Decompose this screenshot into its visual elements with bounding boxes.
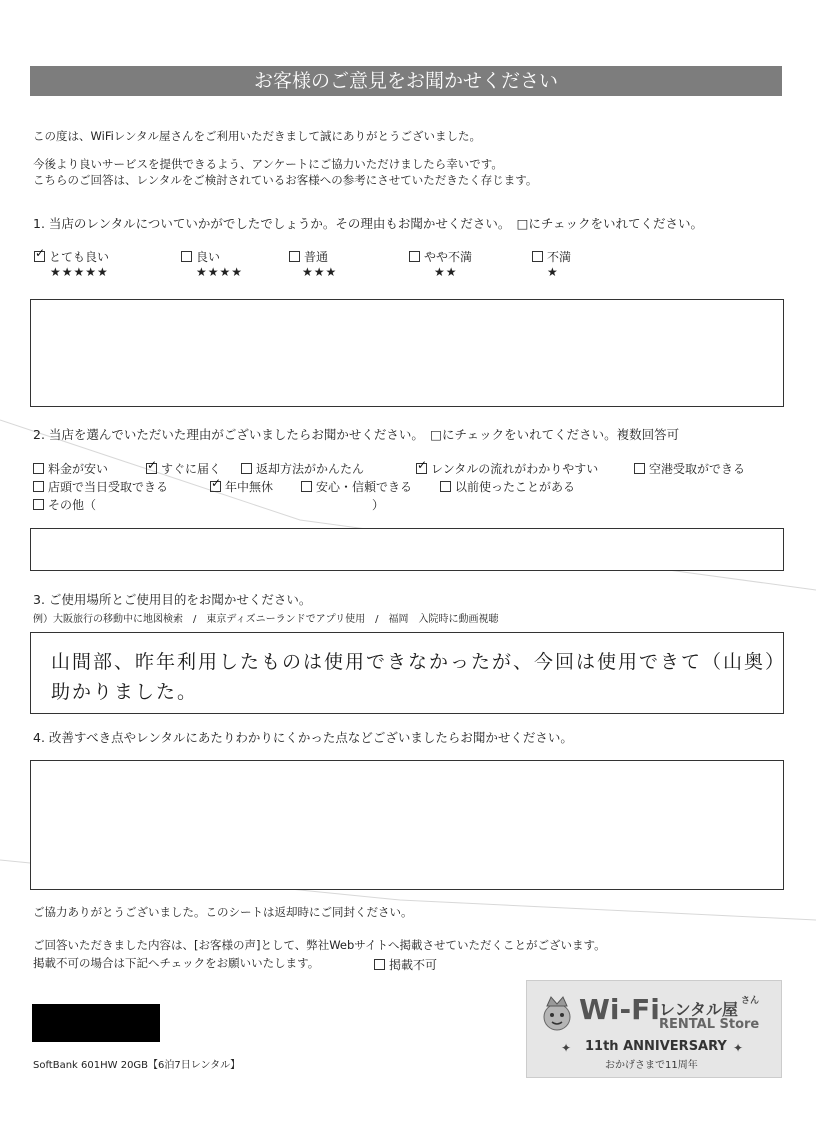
q1-option-very-good[interactable] bbox=[34, 248, 109, 265]
handwritten-answer-line-2: 助かりました。 bbox=[51, 681, 199, 703]
no-publish-option[interactable] bbox=[374, 956, 437, 973]
q2-option-airport-pickup[interactable] bbox=[634, 460, 745, 477]
q2-option-other[interactable] bbox=[33, 496, 384, 513]
anniversary-label: 11th ANNIVERSARY bbox=[585, 1039, 727, 1054]
checkbox-checked-icon[interactable] bbox=[210, 481, 221, 492]
q2-option-label: すぐに届く bbox=[161, 462, 222, 476]
intro-line-3: こちらのご回答は、レンタルをご検討されているお客様への参考にさせていただきたく存じます。 bbox=[33, 173, 538, 187]
q1-option-label: 普通 bbox=[304, 250, 329, 264]
sparkle-icon: ✦ bbox=[561, 1041, 572, 1055]
rating-stars: ★★★★ bbox=[196, 265, 244, 279]
q2-option-easy-return[interactable] bbox=[241, 460, 364, 477]
q1-option-label: 不満 bbox=[547, 250, 572, 264]
question-2: 2. 当店を選んでいただいた理由がございましたらお聞かせください。 □にチェックをいれてください。複数回答可 bbox=[33, 427, 680, 442]
q2-option-used-before[interactable] bbox=[440, 478, 575, 495]
rating-stars: ★★★★★ bbox=[50, 265, 109, 279]
q1-option-label: 良い bbox=[196, 250, 221, 264]
q1-option-good[interactable] bbox=[181, 248, 220, 265]
q2-option-clear-flow[interactable] bbox=[416, 460, 598, 477]
logo-name: レンタル屋 bbox=[659, 1000, 738, 1019]
q2-option-label: レンタルの流れがわかりやすい bbox=[431, 462, 599, 476]
q2-option-label: 安心・信頼できる bbox=[316, 480, 413, 494]
checkbox-icon[interactable] bbox=[33, 481, 44, 492]
redacted-block bbox=[32, 1004, 160, 1042]
checkbox-icon[interactable] bbox=[532, 251, 543, 262]
q1-option-label: とても良い bbox=[49, 250, 110, 264]
q4-answer-box[interactable] bbox=[30, 760, 784, 890]
publish-notice: ご回答いただきました内容は、[お客様の声]として、弊社Webサイトへ掲載させていただくことがございます。 bbox=[33, 938, 606, 952]
q2-option-label: 空港受取ができる bbox=[649, 462, 746, 476]
rating-stars: ★ bbox=[547, 265, 559, 279]
intro-line-1: この度は、WiFiレンタル屋さんをご利用いただきまして誠にありがとうございました。 bbox=[33, 129, 482, 143]
mascot-icon bbox=[537, 993, 577, 1033]
q1-option-somewhat-dissatisfied[interactable] bbox=[409, 248, 472, 265]
company-logo bbox=[526, 980, 782, 1078]
q2-option-label: 以前使ったことがある bbox=[455, 480, 576, 494]
checkbox-icon[interactable] bbox=[440, 481, 451, 492]
logo-wifi: Wi-Fi bbox=[579, 993, 660, 1026]
q2-option-fast-delivery[interactable] bbox=[146, 460, 221, 477]
checkbox-icon[interactable] bbox=[634, 463, 645, 474]
checkbox-icon[interactable] bbox=[181, 251, 192, 262]
q1-option-dissatisfied[interactable] bbox=[532, 248, 571, 265]
q2-option-cheap[interactable] bbox=[33, 460, 108, 477]
checkbox-icon[interactable] bbox=[374, 959, 385, 970]
checkbox-icon[interactable] bbox=[301, 481, 312, 492]
logo-san: さん bbox=[741, 996, 760, 1006]
rating-stars: ★★ bbox=[434, 265, 458, 279]
q2-option-open-all-year[interactable] bbox=[210, 478, 273, 495]
checkbox-icon[interactable] bbox=[33, 499, 44, 510]
intro-line-2: 今後より良いサービスを提供できるよう、アンケートにご協力いただけましたら幸いです。 bbox=[33, 157, 503, 171]
publish-optout-notice: 掲載不可の場合は下記へチェックをお願いいたします。 bbox=[33, 956, 320, 970]
checkbox-checked-icon[interactable] bbox=[416, 463, 427, 474]
q2-option-label: 年中無休 bbox=[225, 480, 274, 494]
q2-other-box[interactable] bbox=[30, 528, 784, 571]
question-1: 1. 当店のレンタルについていかがでしたでしょうか。その理由もお聞かせください。 □にチェックをいれてください。 bbox=[33, 216, 704, 231]
checkbox-checked-icon[interactable] bbox=[34, 251, 45, 262]
checkbox-icon[interactable] bbox=[409, 251, 420, 262]
q3-example: 例）大阪旅行の移動中に地図検索 / 東京ディズニーランドでアプリ使用 / 福岡 入院時に動画視聴 bbox=[33, 614, 499, 625]
sparkle-icon: ✦ bbox=[733, 1041, 744, 1055]
q2-option-label: その他（ ） bbox=[48, 498, 385, 512]
question-4: 4. 改善すべき点やレンタルにあたりわかりにくかった点などございましたらお聞かせください。 bbox=[33, 730, 573, 745]
device-info: SoftBank 601HW 20GB【6泊7日レンタル】 bbox=[33, 1060, 241, 1071]
q1-option-label: やや不満 bbox=[424, 250, 473, 264]
q3-answer-box[interactable] bbox=[30, 632, 787, 714]
page-title: お客様のご意見をお聞かせください bbox=[30, 66, 782, 96]
anniversary-jp-label: おかげさまで11周年 bbox=[605, 1060, 698, 1071]
q1-option-normal[interactable] bbox=[289, 248, 328, 265]
q2-option-trustworthy[interactable] bbox=[301, 478, 412, 495]
checkbox-icon[interactable] bbox=[241, 463, 252, 474]
q2-option-same-day-store[interactable] bbox=[33, 478, 168, 495]
no-publish-label: 掲載不可 bbox=[389, 958, 438, 972]
q2-option-label: 店頭で当日受取できる bbox=[48, 480, 169, 494]
q2-option-label: 料金が安い bbox=[48, 462, 109, 476]
logo-sub: RENTAL Store bbox=[659, 1017, 760, 1032]
checkbox-checked-icon[interactable] bbox=[146, 463, 157, 474]
rating-stars: ★★★ bbox=[302, 265, 338, 279]
q1-reason-box[interactable] bbox=[30, 299, 784, 407]
checkbox-icon[interactable] bbox=[33, 463, 44, 474]
q2-option-label: 返却方法がかんたん bbox=[256, 462, 365, 476]
handwritten-answer-line-1: 山間部、昨年利用したものは使用できなかったが、今回は使用できて（山奥） bbox=[51, 651, 787, 673]
thanks-text: ご協力ありがとうございました。このシートは返却時にご同封ください。 bbox=[33, 905, 413, 919]
checkbox-icon[interactable] bbox=[289, 251, 300, 262]
question-3: 3. ご使用場所とご使用目的をお聞かせください。 bbox=[33, 592, 312, 607]
